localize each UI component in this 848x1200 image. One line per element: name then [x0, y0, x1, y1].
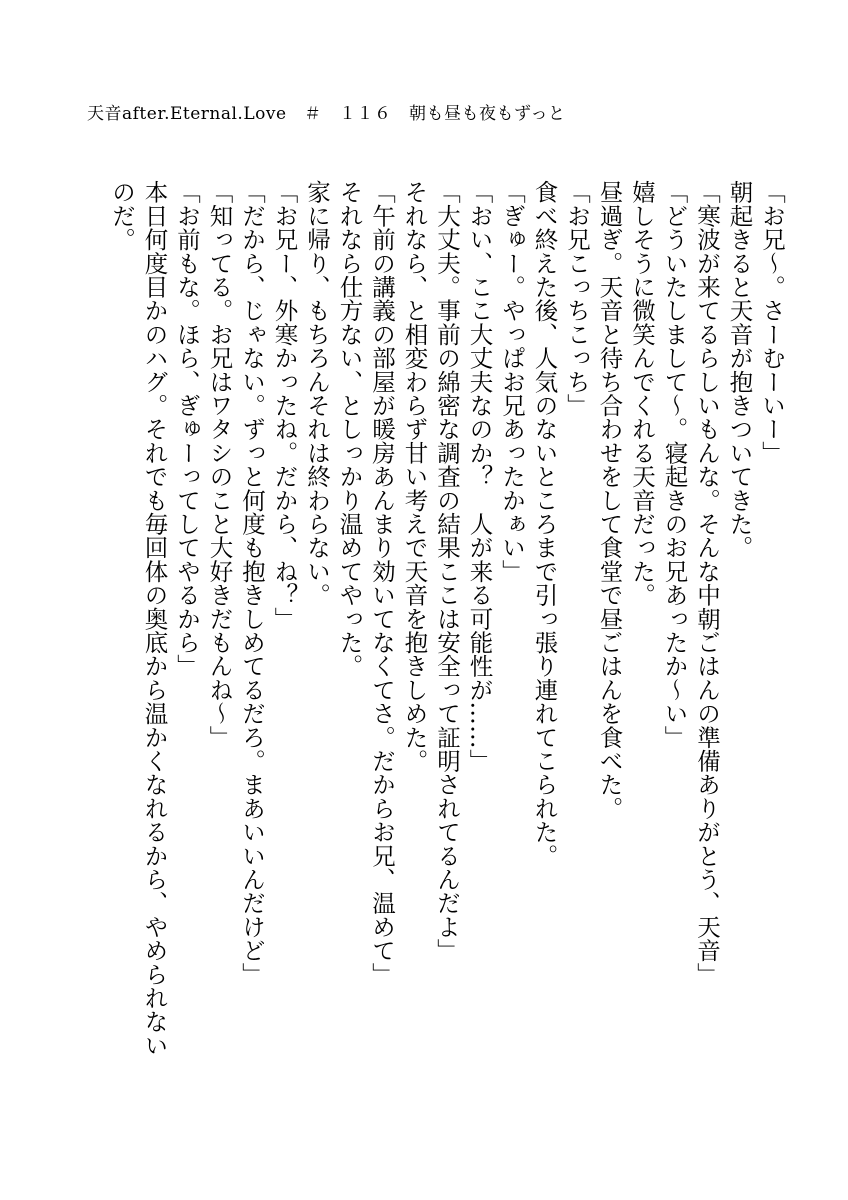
story-line: 「午前の講義の部屋が暖房あんまり効いてなくてさ。だからお兄、温めて」	[368, 180, 396, 986]
story-line: 「お兄ー、外寒かったね。だから、ね？」	[270, 180, 299, 631]
story-line: 「大丈夫。事前の綿密な調査の結果ここは安全って証明されてるんだよ」	[433, 180, 461, 963]
story-line: 朝起きると天音が抱きついてきた。	[725, 180, 754, 560]
story-line: 昼過ぎ。天音と待ち合わせをして食堂で昼ごはんを食べた。	[595, 180, 624, 820]
story-body	[106, 180, 789, 1060]
story-line: 食べ終えた後、人気のないところまで引っ張り連れてこられた。	[530, 180, 559, 868]
story-line: 嬉しそうに微笑んでくれる天音だった。	[628, 180, 656, 607]
page-header: 天音after.Eternal.Love ＃ １１６ 朝も昼も夜もずっと	[87, 104, 566, 124]
story-line: 「知ってる。お兄はワタシのこと大好きだもんね～」	[205, 180, 234, 749]
story-line: 「どういたしまして～。寝起きのお兄あったか～い」	[660, 180, 689, 749]
story-line: 家に帰り、もちろんそれは終わらない。	[303, 180, 331, 607]
story-line: それなら、と相変わらず甘い考えで天音を抱きしめた。	[400, 180, 429, 773]
story-line: 「寒波が来てるらしいもんな。そんな中朝ごはんの準備ありがとう、天音」	[693, 180, 721, 986]
story-line: 本日何度目かのハグ。それでも毎回体の奥底から温かくなれるから、やめられないのだ。	[108, 180, 169, 1057]
story-line: 「だから、じゃない。ずっと何度も抱きしめてるだろ。まあいいんだけど」	[238, 180, 266, 986]
story-line: 「おい、ここ大丈夫なのか？ 人が来る可能性が……」	[465, 180, 494, 773]
story-line: 「お前もな。ほら、ぎゅーってしてやるから」	[173, 180, 201, 678]
story-line: 「お兄～。さーむーいー」	[758, 180, 786, 465]
story-line: それなら仕方ない、としっかり温めてやった。	[335, 180, 364, 678]
story-line: 「お兄こっちこっち」	[563, 180, 591, 417]
story-line: 「ぎゅー。やっぱお兄あったかぁい」	[498, 180, 526, 583]
